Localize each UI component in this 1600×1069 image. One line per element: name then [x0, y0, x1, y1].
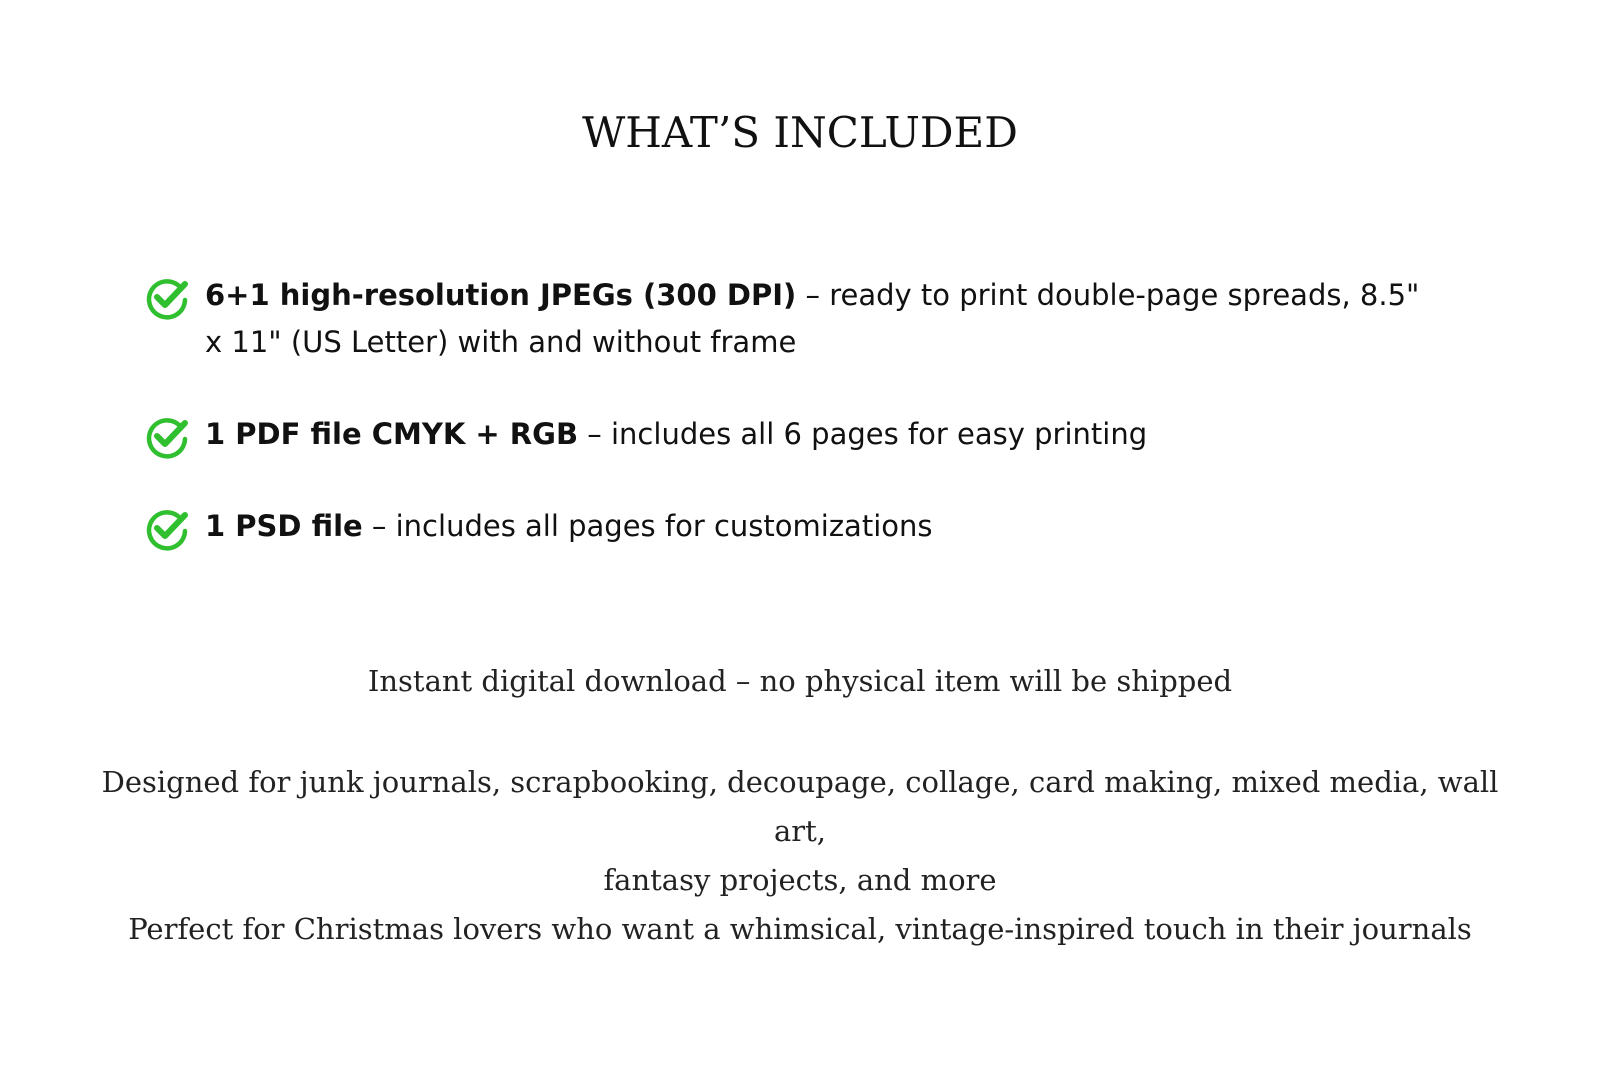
designed-for-line-2: fantasy projects, and more: [603, 863, 997, 897]
feature-item-jpegs: [145, 272, 1445, 366]
feature-detail-text: – ready to print double-page spreads, 8.5" x 11" (US Letter) with and without frame: [205, 278, 1420, 359]
perfect-for-line: Perfect for Christmas lovers who want a whimsical, vintage-inspired touch in their journals: [128, 912, 1472, 946]
feature-bold-text: 6+1 high-resolution JPEGs (300 DPI): [205, 278, 797, 312]
check-circle-icon: [145, 276, 189, 320]
feature-detail-text: – includes all 6 pages for easy printing: [578, 417, 1148, 451]
check-circle-icon: [145, 507, 189, 551]
features-list: [145, 272, 1445, 550]
description: [100, 758, 1500, 954]
designed-for-line-1: Designed for junk journals, scrapbooking, decoupage, collage, card making, mixed media, wall art,: [101, 765, 1499, 848]
check-circle-icon: [145, 415, 189, 459]
feature-bold-text: 1 PDF file CMYK + RGB: [205, 417, 579, 451]
feature-bold-text: 1 PSD file: [205, 509, 363, 543]
page-title: WHAT’S INCLUDED: [582, 108, 1018, 157]
instant-download-note: Instant digital download – no physical item will be shipped: [367, 664, 1233, 698]
feature-detail-text: – includes all pages for customizations: [362, 509, 933, 543]
feature-item-pdf: [145, 411, 1445, 458]
feature-item-psd: [145, 503, 1445, 550]
